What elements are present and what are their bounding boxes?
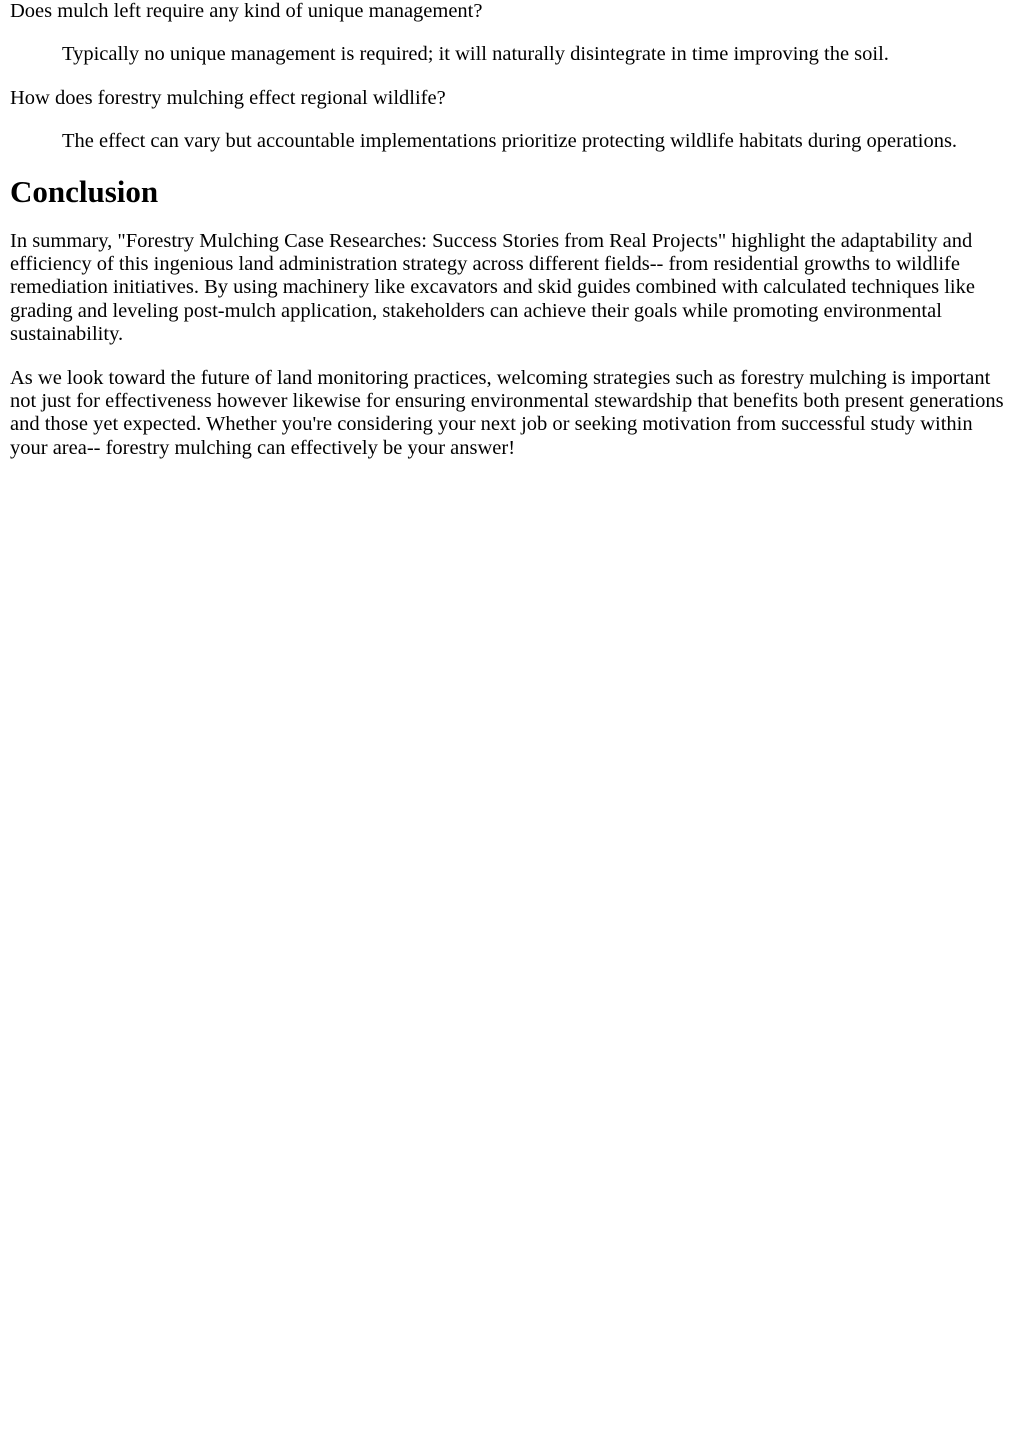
conclusion-paragraph: As we look toward the future of land monitoring practices, welcoming strategies such as forestry mulching is important not just for effectiveness however likewise for ensuring environmental stewardship that benefits both present generations and those yet expected. Whether you're considering your next job or seeking motivation from successful study within your area-- forestry mulching can effectively be your answer!	[10, 366, 1004, 459]
faq-question: How does forestry mulching effect regional wildlife?	[10, 86, 446, 109]
faq-answer: Typically no unique management is required; it will naturally disintegrate in time improving the soil.	[62, 43, 889, 66]
conclusion-paragraph: In summary, "Forestry Mulching Case Researches: Success Stories from Real Projects" highlight the adaptability and efficiency of this ingenious land administration strategy across different fields-- from residential growths to wildlife remediation initiatives. By using machinery like excavators and skid guides combined with calculated techniques like grading and leveling post-mulch application, stakeholders can achieve their goals while promoting environmental sustainability.	[10, 229, 975, 346]
faq-answer: The effect can vary but accountable implementations prioritize protecting wildlife habitats during operations.	[62, 130, 958, 153]
faq-question: Does mulch left require any kind of unique management?	[10, 0, 483, 22]
section-heading-conclusion: Conclusion	[10, 173, 159, 209]
document-page	[0, 0, 1024, 460]
